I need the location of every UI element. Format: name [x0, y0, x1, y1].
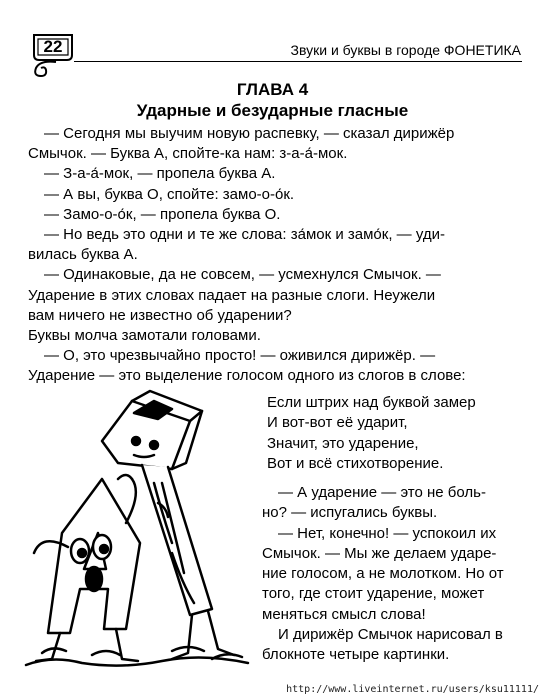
right-line: того, где стоит ударение, может — [262, 585, 485, 603]
body-line: — З-а-а́-мок, — пропела буква А. — [44, 165, 276, 183]
right-line: меняться смысл слова! — [262, 605, 426, 623]
body-line: — А вы, буква О, спойте: замо-о-о́к. — [44, 185, 295, 203]
right-line: блокноте четыре картинки. — [262, 646, 450, 664]
body-line: — Одинаковые, да не совсем, — усмехнулся Смычок. — — [44, 266, 441, 284]
right-line: — А ударение — это не боль- — [278, 484, 486, 501]
body-line: Ударение — это выделение голосом одного из слогов в слове: — [28, 367, 466, 385]
right-column-text — [262, 483, 522, 666]
body-line: Ударение в этих словах падает на разные слоги. Неужели — [28, 286, 436, 304]
letter-with-hammer-illustration — [22, 383, 254, 673]
poem — [267, 393, 527, 474]
poem-line: Если штрих над буквой замер — [267, 394, 476, 411]
chapter-title: ГЛАВА 4 — [236, 80, 309, 99]
body-line: — Замо-о-о́к, — пропела буква О. — [44, 205, 281, 223]
right-line: Смычок. — Мы же делаем ударе- — [262, 544, 497, 562]
body-line: Смычок. — Буква А, спойте-ка нам: з-а-а́-мок. — [28, 145, 348, 163]
watermark-url: http://www.liveinternet.ru/users/ksu11111/ — [286, 684, 539, 695]
chapter-subtitle: Ударные и безударные гласные — [136, 101, 409, 120]
body-line: — О, это чрезвычайно просто! — оживился дирижёр. — — [44, 347, 436, 365]
body-text — [28, 124, 521, 387]
body-line: — Сегодня мы выучим новую распевку, — сказал дирижёр — [44, 125, 455, 142]
poem-line: И вот-вот её ударит, — [267, 414, 408, 432]
body-line: вилась буква А. — [28, 246, 138, 264]
body-line: — Но ведь это одни и те же слова: за́мок и замо́к, — уди- — [44, 226, 445, 244]
right-line: ние голосом, а не молотком. Но от — [262, 565, 504, 583]
page-number: 22 — [43, 37, 63, 56]
right-line: — Нет, конечно! — успокоил их — [278, 524, 497, 542]
running-head: Звуки и буквы в городе ФОНЕТИКА — [290, 42, 521, 58]
ornament-curl-icon — [30, 58, 60, 82]
header-rule — [74, 61, 522, 62]
poem-line: Вот и всё стихотворение. — [267, 454, 444, 472]
body-line: вам ничего не известно об ударении? — [28, 306, 292, 324]
body-line: Буквы молча замотали головами. — [28, 327, 261, 345]
right-line: И дирижёр Смычок нарисовал в — [278, 626, 503, 644]
poem-line: Значит, это ударение, — [267, 434, 419, 452]
right-line: но? — испугались буквы. — [262, 504, 438, 522]
